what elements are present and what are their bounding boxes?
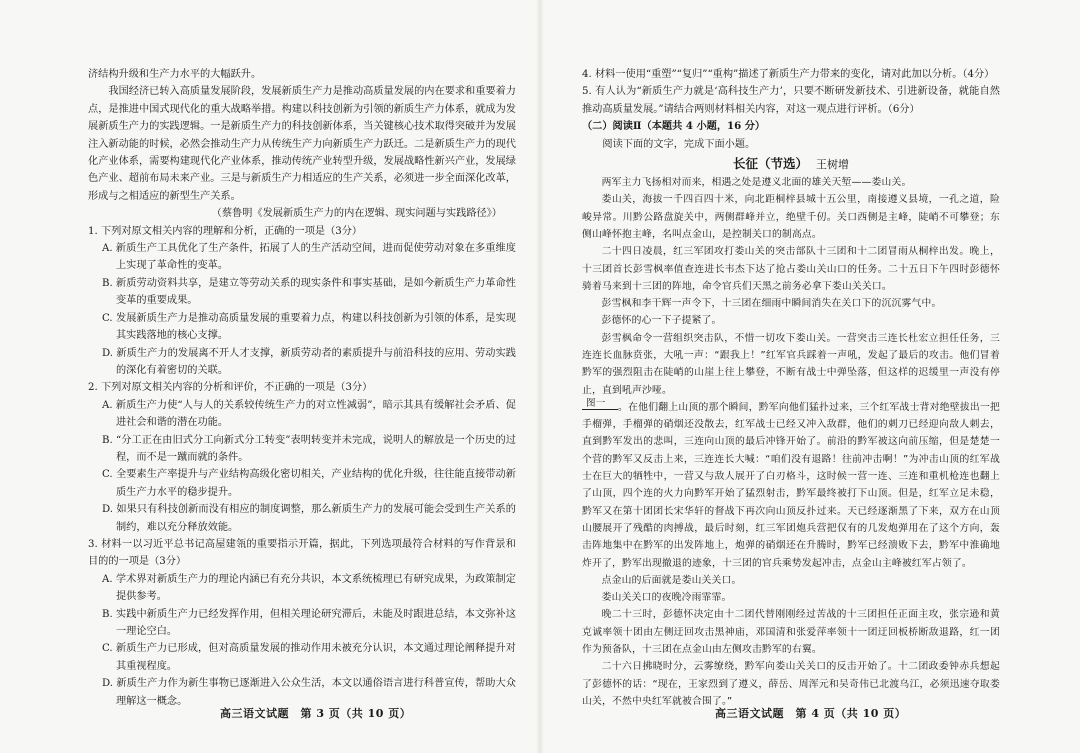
option-b: B. “分工正在由旧式分工向新式分工转变”表明转变并未完成，说明人的解放是一个历史的过程，而不是一蹴而就的条件。	[102, 434, 516, 463]
reading-instruction: 阅读下面的文字，完成下面小题。	[602, 138, 756, 150]
page-4	[540, 0, 1080, 753]
page-footer: 高三语文试题 第 3 页（共 10 页）	[220, 707, 412, 720]
section-heading: （二）阅读Ⅱ（本题共 4 小题，16 分）	[582, 120, 766, 133]
option-d: D. 新质生产力的发展离不开人才支撑，新质劳动者的素质提升与前沿科技的应用、劳动实践的深化有着密切的关联。	[102, 347, 516, 376]
question-stem: 1. 下列对原文相关内容的理解和分析，正确的一项是（3分）	[88, 225, 363, 237]
option-d: D. 如果只有科技创新而没有相应的制度调整，那么新质生产力的发展可能会受到生产关系的制约，难以充分释放效能。	[102, 504, 516, 533]
source-citation: （蔡鲁明《发展新质生产力的内在逻辑、现实问题与实践路径》）	[211, 208, 502, 220]
option-a: A. 学术界对新质生产力的理论内涵已有充分共识，本文系统梳理已有研究成果，为政策制定提供参考。	[102, 573, 516, 603]
option-c: C. 全要素生产率提升与产业结构高级化密切相关，产业结构的优化升级，往往能直接带动新质生产力水平的稳步提升。	[102, 469, 516, 498]
question-1	[88, 223, 516, 380]
story-paragraph: 两军主力飞扬相对而来，相遇之处是遵义北面的雄关天堑——娄山关。	[601, 177, 912, 189]
story-title-line	[582, 155, 1000, 173]
question-4: 4. 材料一使用“重塑”“复归”“重构”描述了新质生产力带来的变化，请对此加以分析。（4分）	[582, 69, 995, 80]
question-2	[88, 379, 516, 536]
story-paragraph: 二十四日凌晨，红三军团攻打娄山关的突击部队十三团和十二团冒雨从桐梓出发。晚上，十三团首长彭雪枫率值查连进长韦杰下达了抢占娄山关山口的任务。二十五日下午四时彭德怀骑着马来到十三团的阵地，命令官兵们天黑之前务必拿下娄山关关口。	[582, 246, 1000, 292]
paragraph: 我国经济已转入高质量发展阶段，发展新质生产力是推动高质量发展的内在要求和重要着力点，是推进中国式现代化的重大战略举措。构建以科技创新为引领的新质生产力体系，就成为发展新质生产力的实践逻辑。一是新质生产力的科技创新体系，当关键核心技术取得突破并为发展注入新动能的时候，必然会推动生产力从传统生产力向新质生产力跃迁。二是新质生产力的现代化产业体系，需要构建现代化产业体系，推动传统产业转型升级，发展战略性新兴产业，发展绿色产业、超前布局未来产业。三是与新质生产力相适应的生产关系，必须进一步全面深化改革，形成与之相适应的新型生产关系。	[88, 86, 516, 202]
story-paragraph: 娄山关关口的夜晚冷雨霏霏。	[601, 592, 732, 604]
option-a: A. 新质生产力使“人与人的关系较传统生产力的对立性减弱”，暗示其具有缓解社会矛盾、促进社会和谐的潜在功能。	[102, 399, 516, 429]
option-b: B. 实践中新质生产力已经发挥作用，但相关理论研究滞后，未能及时跟进总结，本文弥补这一理论空白。	[102, 608, 516, 637]
page-footer: 高三语文试题 第 4 页（共 10 页）	[715, 707, 907, 720]
question-stem: 2. 下列对原文相关内容的分析和评价，不正确的一项是（3分）	[88, 382, 373, 394]
story-text	[582, 174, 1000, 710]
story-paragraph: 娄山关，海拔一千四百四十米，向北距桐梓县城十五公里，南接遵义县境，一孔之道，险峻异常。川黔公路盘旋关中，两侧群峰并立，绝壁千仞。关口西侧是主峰，陡峭不可攀登；东侧山峰怀抱主峰，名叫点金山，是控制关口的制高点。	[582, 194, 1000, 240]
story-paragraph: 彭雪枫和李干辉一声令下，十三团在细雨中瞬间消失在关口下的沉沉雾气中。	[601, 298, 942, 310]
fill-in-blank	[582, 399, 618, 410]
option-b: B. 新质劳动资料共享，是建立等劳动关系的现实条件和事实基础，是如今新质生产力革命性变革的重要成果。	[102, 277, 516, 307]
option-c: C. 发展新质生产力是推动高质量发展的重要着力点，构建以科技创新为引领的体系，是实现其实践落地的核心支撑。	[102, 312, 516, 342]
option-d: D. 新质生产力作为新生事物已逐渐进入公众生活，本文以通俗语言进行科普宣传，帮助大众理解这一概念。	[102, 678, 516, 707]
paragraph: 济结构升级和生产力水平的大幅跃升。	[88, 69, 262, 80]
story-paragraph-with-blank: 图一 。在他们翻上山顶的那个瞬间，黔军向他们猛扑过来，三个红军战士背对绝壁拔出一把手榴弹，手榴弹的硝烟还没散去，红军战士已经又冲入敌群，他们的刺刀已经迎向敌人刺去，直到黔军发出的悲叫，三连向山顶的最后冲锋开始了。前沿的黔军被这向前压缩，但是楚楚一个营的黔军又反击上来，三连连长大喊：“咱们没有退路！往前冲击啊！”为冲击山顶的红军战士在巨大的牺牲中，一营又与敌人展开了白刃格斗，这时候一营一连、三连和重机枪连也翻上了山顶，四个连的火力向黔军开始了猛烈射击，黔军最终被打下山顶。但是，红军立足未稳，黔军又在第十团团长宋华轩的督战下再次向山顶反扑过来。天已经逐渐黑了下来，双方在山顶山腰展开了残酷的肉搏战，最后时刻，红三军团炮兵营把仅有的几发炮弹用在了这个方向，轰击阵地集中在黔军的出发阵地上，炮弹的硝烟还在升腾时，黔军已经溃败下去，黔军中淮确地炸开了，黔军出现撤退的迹象，十三团的官兵乘势发起冲击，点金山主峰被红军占领了。	[582, 399, 1000, 572]
story-paragraph: 晚二十三时，彭德怀决定由十二团代替刚刚经过苦战的十三团担任正面主攻，张宗逊和黄克诚率领十团由左侧迂回攻击黑神庙，邓国清和张爱萍率领十一团迂回板桥断敌退路，红一团作为预备队，十三团在点金山由左侧攻击黔军的右翼。	[582, 609, 1000, 656]
story-author: 王树增	[816, 158, 849, 172]
story-paragraph-text: 在他们翻上山顶的那个瞬间，黔军向他们猛扑过来，三个红军战士背对绝壁拔出一把手榴弹，手榴弹的硝烟还没散去，红军战士已经又冲入敌群，他们的刺刀已经迎向敌人刺去，直到黔军发出的悲叫，三连向山顶的最后冲锋开始了。前沿的黔军被这向前压缩，但是楚楚一个营的黔军又反击上来，三连连长大喊：“咱们没有退路！往前冲击啊！”为冲击山顶的红军战士在巨大的牺牲中，一营又与敌人展开了白刃格斗，这时候一营一连、三连和重机枪连也翻上了山顶，四个连的火力向黔军开始了猛烈射击，黔军最终被打下山顶。但是，红军立足未稳，黔军又在第十团团长宋华轩的督战下再次向山顶反扑过来。天已经逐渐黑了下来，双方在山顶山腰展开了残酷的肉搏战，最后时刻，红三军团炮兵营把仅有的几发炮弹用在了这个方向，轰击阵地集中在黔军的出发阵地上，炮弹的硝烟还在升腾时，黔军已经溃败下去，黔军中淮确地炸开了，黔军出现撤退的迹象，十三团的官兵乘势发起冲击，点金山主峰被红军占领了。	[582, 401, 1000, 569]
story-paragraph: 彭雪枫命令一营组织突击队，不惜一切攻下娄山关。一营突击三连长杜宏立担任任务，三连连长血脉贲张，大吼一声：“跟我上！”红军官兵踩着一声吼，发起了最后的攻击。他们冒着黔军的强烈阻击在陡峭的山崖上往上攀登，不断有战士中弹坠落，但这样的迟缓里一声没有停止，直到吼声沙哑。	[582, 332, 1000, 396]
question-5: 5. 有人认为“新质生产力就是‘高科技生产力’，只要不断研发新技术、引进新设备，就能自然推动高质量发展。”请结合两则材料相关内容，对这一观点进行评析。（6分）	[582, 86, 1000, 115]
story-paragraph: 二十六日拂晓时分，云雾缭绕，黔军向娄山关关口的反击开始了。十二团政委钟赤兵想起了彭德怀的话：“现在，王家烈到了遵义，薛岳、周浑元和吴奇伟已北渡乌江，必须迅速夺取娄山关，不然中央红军就被合围了。”	[582, 661, 1000, 707]
question-3	[88, 536, 516, 710]
option-a: A. 新质生产工具优化了生产条件，拓展了人的生产活动空间，进而促使劳动对象在多重维度上实现了革命性的变革。	[102, 243, 516, 272]
blank-label: 图一	[586, 397, 606, 409]
question-stem: 3. 材料一以习近平总书记高屋建瓴的重要指示开篇，据此，下列选项最符合材料的写作背景和目的的一项是（3分）	[88, 538, 516, 568]
story-title: 长征（节选）	[732, 156, 808, 172]
story-paragraph: 彭德怀的心一下子提紧了。	[601, 315, 722, 327]
option-c: C. 新质生产力已形成，但对高质量发展的推动作用未被充分认识，本文通过理论阐释提升对其重视程度。	[102, 643, 516, 672]
story-paragraph: 点金山的后面就是娄山关关口。	[601, 574, 742, 586]
